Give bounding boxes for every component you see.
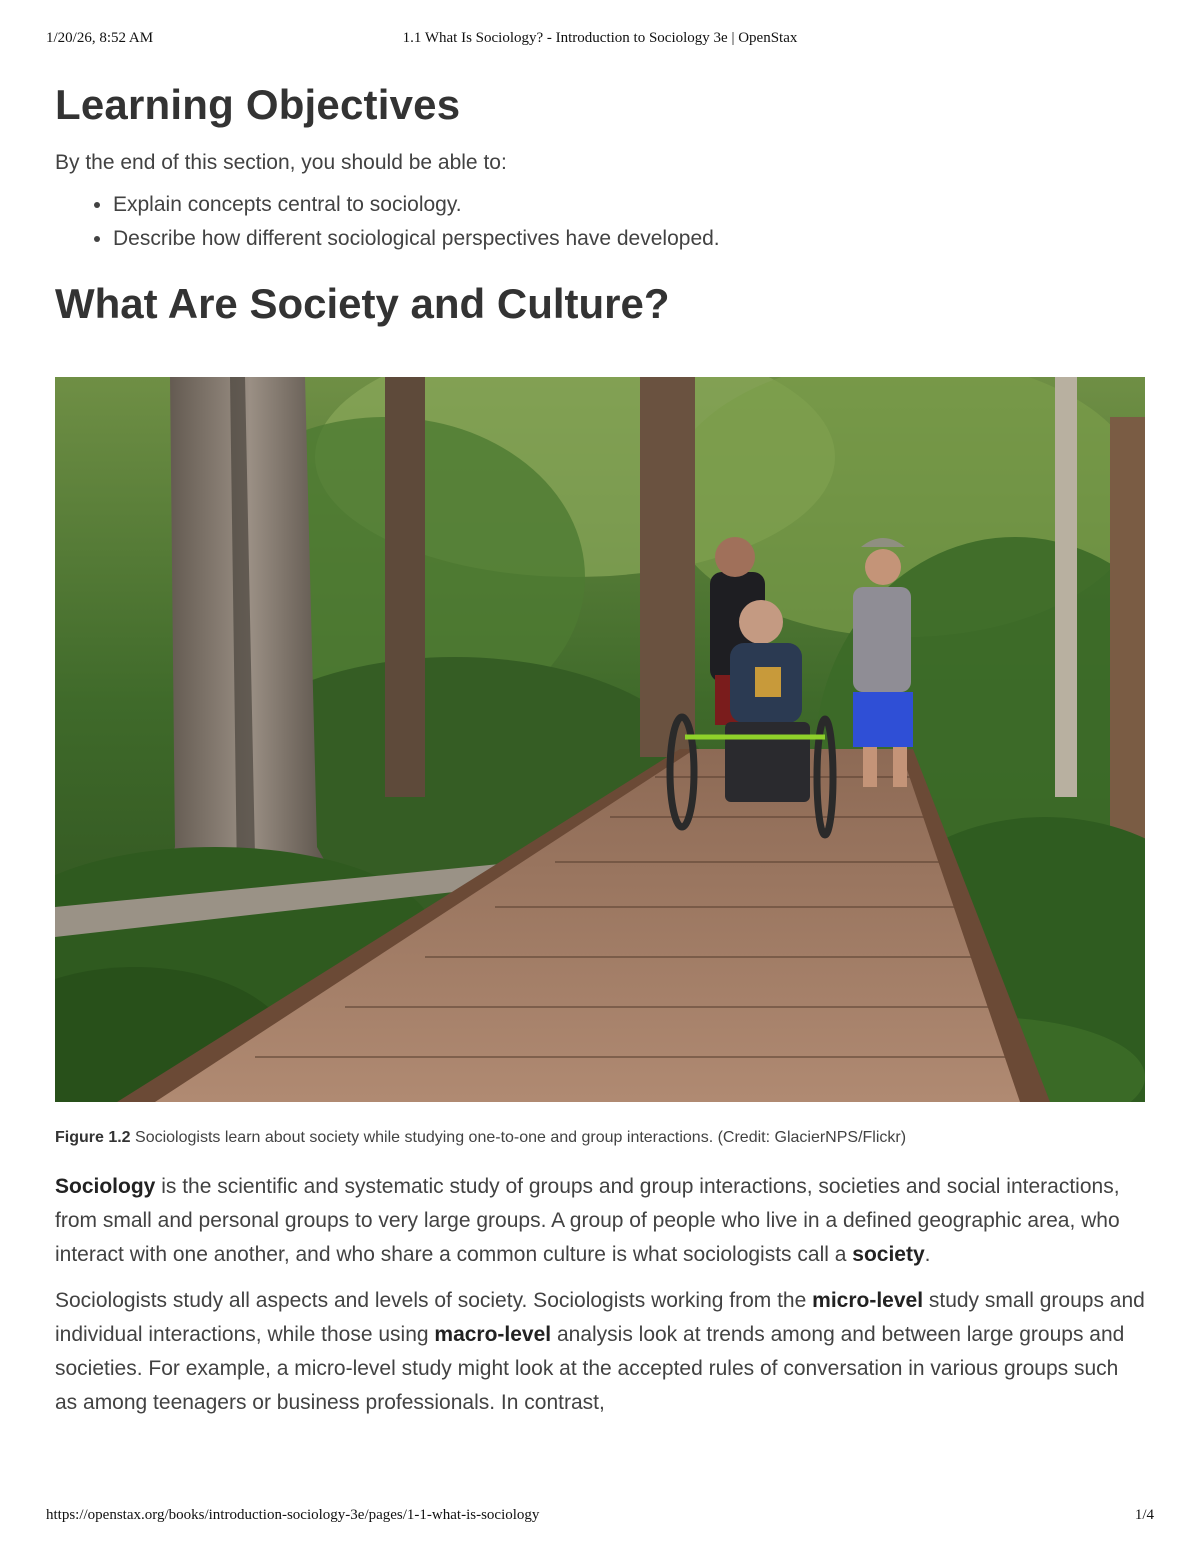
print-datetime: 1/20/26, 8:52 AM bbox=[46, 30, 154, 46]
figure-photo bbox=[55, 377, 1145, 1102]
main-content bbox=[55, 80, 1145, 330]
paragraph-levels-of-society bbox=[55, 1284, 1145, 1420]
term-micro-level: micro-level bbox=[812, 1289, 924, 1312]
figure-label: Figure 1.2 bbox=[55, 1129, 131, 1146]
print-url: https://openstax.org/books/introduction-sociology-3e/pages/1-1-what-is-sociology bbox=[46, 1507, 540, 1523]
figure-caption bbox=[55, 1126, 1145, 1150]
learning-objectives-heading: Learning Objectives bbox=[55, 81, 461, 128]
paragraph2-text-3: analysis look at trends among and between large groups and societies. For example, a micro-level study might look at the accepted rules of conversation in various groups such as among teenagers or business professionals. In contrast, bbox=[55, 1323, 1125, 1414]
paragraph-sociology-definition bbox=[55, 1170, 1145, 1272]
term-macro-level: macro-level bbox=[434, 1323, 552, 1346]
paragraph2-text-2: study small groups and individual interactions, while those using bbox=[55, 1289, 1145, 1346]
paragraph1-end: . bbox=[924, 1243, 931, 1266]
learning-objectives-list bbox=[55, 188, 1145, 256]
figure-caption-text: Sociologists learn about society while studying one-to-one and group interactions. (Credit: GlacierNPS/Flickr) bbox=[130, 1129, 907, 1146]
body-text bbox=[55, 1170, 1145, 1432]
section-heading: What Are Society and Culture? bbox=[55, 280, 670, 327]
paragraph1-text: is the scientific and systematic study of groups and group interactions, societies and social interactions, from small and personal groups to very large groups. A group of people who live in a defined geographic area, who interact with one another, and who share a common culture is what sociologists call a bbox=[55, 1175, 1120, 1266]
objective-item: • Explain concepts central to sociology. bbox=[113, 188, 1145, 222]
learning-objectives-intro: By the end of this section, you should be able to: bbox=[55, 151, 507, 174]
paragraph2-text-1: Sociologists study all aspects and levels of society. Sociologists working from the bbox=[55, 1289, 813, 1312]
objective-item: • Describe how different sociological perspectives have developed. bbox=[113, 222, 1145, 256]
forest-boardwalk-illustration bbox=[55, 377, 1145, 1102]
term-sociology: Sociology bbox=[55, 1175, 156, 1198]
print-page-title: 1.1 What Is Sociology? - Introduction to Sociology 3e | OpenStax bbox=[402, 30, 798, 46]
term-society: society bbox=[852, 1243, 925, 1266]
print-page-number: 1/4 bbox=[1134, 1507, 1154, 1523]
